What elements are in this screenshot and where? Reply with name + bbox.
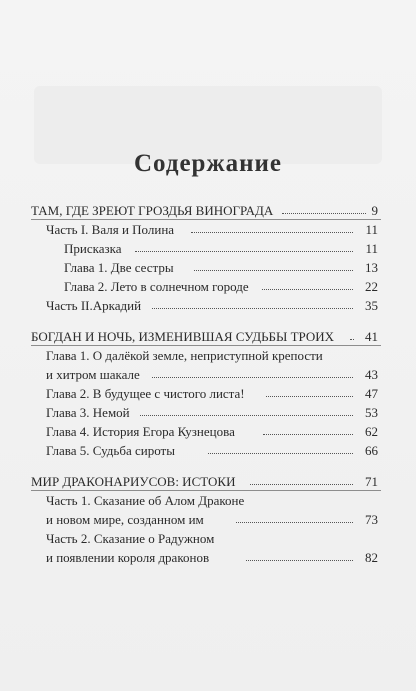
- toc-entry-page: 43: [365, 367, 378, 382]
- toc-entry-title: Часть 1. Сказание об Алом Драконе: [46, 493, 245, 508]
- divider-line: [31, 219, 381, 220]
- divider-line: [31, 345, 381, 346]
- toc-entry: [0, 424, 416, 442]
- toc-entry-page: 47: [365, 386, 378, 401]
- toc-entry-page: 13: [365, 260, 378, 275]
- toc-entry-page: 82: [365, 550, 378, 565]
- leader-dots: [208, 453, 353, 454]
- toc-entry-page: 9: [371, 203, 378, 218]
- toc-entry: [0, 405, 416, 423]
- toc-entry: [0, 298, 416, 316]
- toc-entry: [0, 550, 416, 568]
- toc-entry: [0, 512, 416, 530]
- toc-entry-page: 41: [365, 329, 378, 344]
- toc-entry: [0, 279, 416, 297]
- leader-dots: [350, 339, 354, 340]
- toc-entry-title: Присказка: [64, 241, 122, 256]
- toc-entry-title: МИР ДРАКОНАРИУСОВ: ИСТОКИ: [31, 474, 236, 489]
- toc-entry: [0, 367, 416, 385]
- toc-entry: [0, 386, 416, 404]
- leader-dots: [266, 396, 353, 397]
- toc-entry-title: ТАМ, ГДЕ ЗРЕЮТ ГРОЗДЬЯ ВИНОГРАДА: [31, 203, 274, 218]
- toc-entry-title: Часть 2. Сказание о Радужном: [46, 531, 215, 546]
- toc-entry-title: Глава 1. О далёкой земле, неприступной крепости: [46, 348, 323, 363]
- toc-entry-title: Глава 2. Лето в солнечном городе: [64, 279, 249, 294]
- toc-entry: [0, 260, 416, 278]
- toc-entry-title: Глава 1. Две сестры: [64, 260, 174, 275]
- toc-entry-page: 62: [365, 424, 378, 439]
- leader-dots: [194, 270, 353, 271]
- leader-dots: [140, 415, 353, 416]
- leader-dots: [152, 308, 353, 309]
- toc-entry-title: Глава 4. История Егора Кузнецова: [46, 424, 235, 439]
- toc-entry-page: 35: [365, 298, 378, 313]
- toc-entry-page: 22: [365, 279, 378, 294]
- toc-entry: [0, 493, 416, 511]
- leader-dots: [263, 434, 353, 435]
- toc-entry-page: 73: [365, 512, 378, 527]
- toc-entry-title: и хитром шакале: [46, 367, 140, 382]
- contents-heading: Содержание: [133, 150, 282, 177]
- toc-entry-page: 11: [365, 222, 378, 237]
- leader-dots: [282, 213, 366, 214]
- toc-entry: [0, 531, 416, 549]
- toc-entry-page: 11: [365, 241, 378, 256]
- toc-entry-title: Часть II.Аркадий: [46, 298, 142, 313]
- toc-entry: [0, 348, 416, 366]
- toc-entry-title: Глава 2. В будущее с чистого листа!: [46, 386, 245, 401]
- leader-dots: [250, 484, 353, 485]
- leader-dots: [135, 251, 353, 252]
- toc-entry-title: и новом мире, созданном им: [46, 512, 204, 527]
- divider-line: [31, 490, 381, 491]
- toc-entry-title: Часть I. Валя и Полина: [46, 222, 175, 237]
- leader-dots: [246, 560, 353, 561]
- leader-dots: [262, 289, 353, 290]
- toc-entry-page: 71: [365, 474, 378, 489]
- toc-entry-title: Глава 3. Немой: [46, 405, 130, 420]
- toc-entry: [0, 241, 416, 259]
- toc-entry: [0, 443, 416, 461]
- toc-entry-page: 66: [365, 443, 378, 458]
- toc-entry-title: Глава 5. Судьба сироты: [46, 443, 175, 458]
- toc-entry: [0, 222, 416, 240]
- toc-entry-title: и появлении короля драконов: [46, 550, 210, 565]
- toc-entry-title: БОГДАН И НОЧЬ, ИЗМЕНИВШАЯ СУДЬБЫ ТРОИХ: [31, 329, 335, 344]
- leader-dots: [152, 377, 353, 378]
- leader-dots: [191, 232, 353, 233]
- leader-dots: [236, 522, 353, 523]
- toc-entry-page: 53: [365, 405, 378, 420]
